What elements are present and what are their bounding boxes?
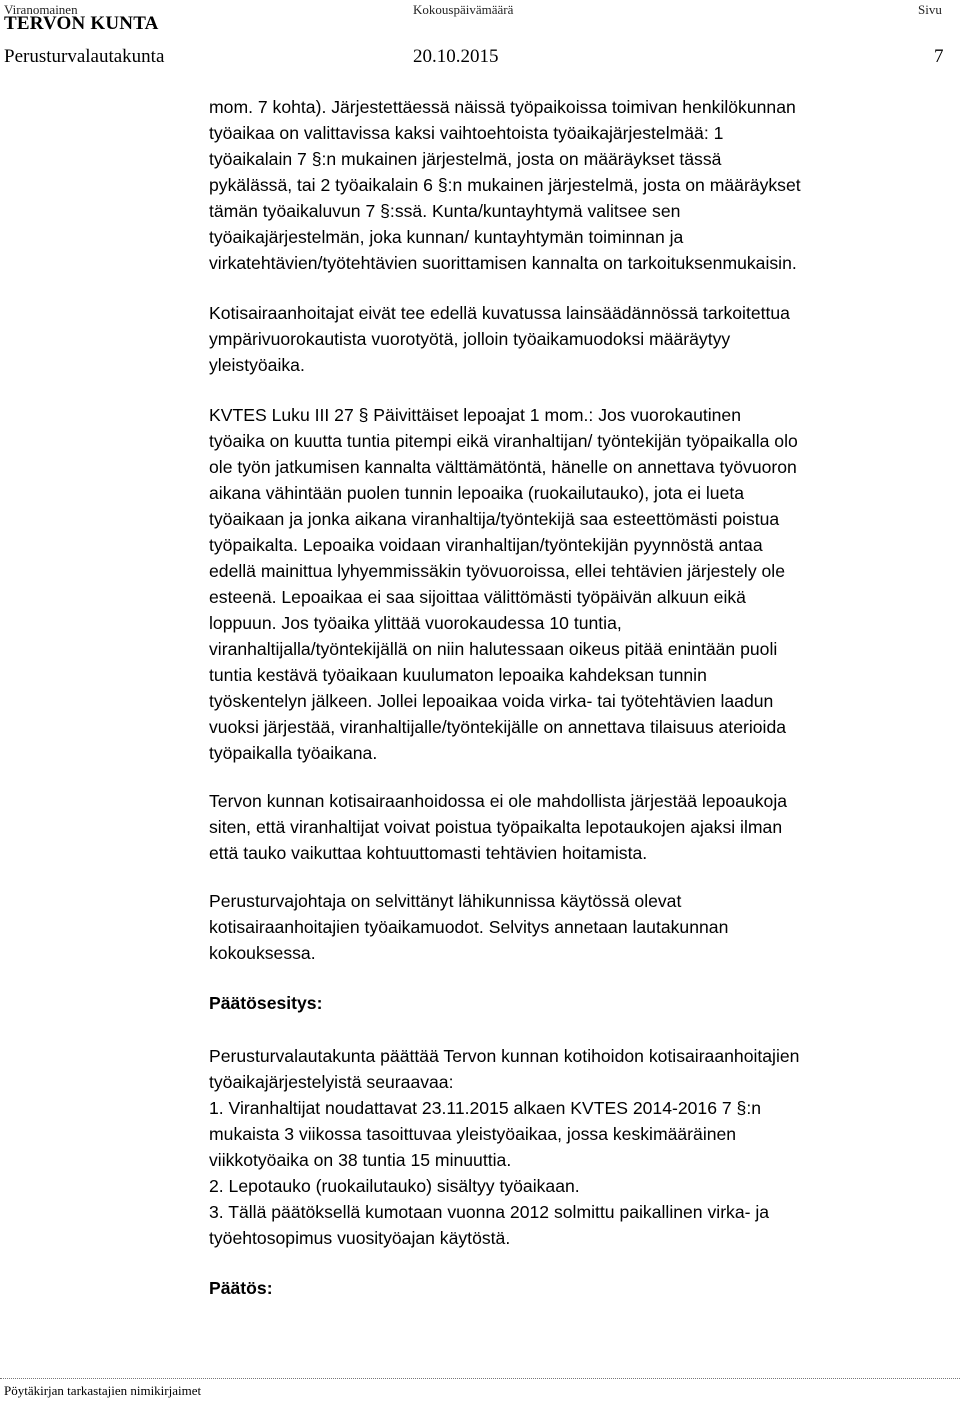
page-number: 7 — [934, 46, 944, 67]
footer-divider — [0, 1378, 960, 1379]
board-name: Perusturvalautakunta — [4, 46, 165, 67]
decision-heading: Päätös: — [209, 1278, 273, 1298]
paragraph-worktime-systems: mom. 7 kohta). Järjestettäessä näissä työpaikoissa toimivan henkilökunnan työaikaa on valittavissa kaksi vaihtoehtoista työaikajärjestelmää: 1 työaikalain 7 §:n mukainen järjestelmä, josta on määräykset tässä pykälässä, tai 2 työaikalain 6 §:n mukainen järjestelmä, josta on määräykset tämän työaikaluvun 7 §:ssä. Kunta/kuntayhtymä valitsee sen työaikajärjestelmän, joka kunnan/ kuntayhtymän toiminnan ja virkatehtävien/työtehtävien suorittamisen kannalta on tarkoituksenmukaisin. — [209, 97, 801, 273]
organization-name: TERVON KUNTA — [4, 13, 159, 34]
proposal-text: Perusturvalautakunta päättää Tervon kunnan kotihoidon kotisairaanhoitajien työaikajärjestelyistä seuraavaa: 1. Viranhaltijat noudattavat 23.11.2015 alkaen KVTES 2014-2016 7 §:n mukaista 3 viikossa tasoittuvaa yleistyöaikaa, jossa keskimääräinen viikkotyöaika on 38 tuntia 15 minuuttia. 2. Lepotauko (ruokailutauko) sisältyy työaikaan. 3. Tällä päätöksellä kumotaan vuonna 2012 solmittu paikallinen virka- ja työehtosopimus vuosityöajan käytöstä. — [209, 1046, 800, 1248]
proposal-heading: Päätösesitys: — [209, 993, 323, 1013]
paragraph-survey: Perusturvajohtaja on selvittänyt lähikunnissa käytössä olevat kotisairaanhoitajien työaikamuodot. Selvitys annetaan lautakunnan kokouksessa. — [209, 891, 729, 963]
paragraph-breaks-not-possible: Tervon kunnan kotisairaanhoidossa ei ole mahdollista järjestää lepoaukoja siten, että viranhaltijat voivat poistua työpaikalta lepotaukojen ajaksi ilman että tauko vaikuttaa kohtuuttomasti tehtävien hoitamista. — [209, 791, 788, 863]
paragraph-kvtes-rest-periods: KVTES Luku III 27 § Päivittäiset lepoajat 1 mom.: Jos vuorokautinen työaika on kuutta tuntia pitempi eikä viranhaltijan/ työntekijän työpaikalla olo ole työn jatkumisen kannalta välttämätöntä, hänelle on annettava työvuoron aikana vähintään puolen tunnin lepoaika (ruokailutauko), jota ei lueta työaikaan ja jonka aikana viranhaltija/työntekijä saa esteettömästi poistua työpaikalta. Lepoaika voidaan viranhaltijan/työntekijän pyynnöstä antaa edellä mainittua lyhyemmissäkin työvuoroissa, ellei tehtävien järjestely ole esteenä. Lepoaikaa ei saa sijoittaa välittömästi työpäivän alkuun eikä loppuun. Jos työaika ylittää vuorokaudessa 10 tuntia, viranhaltijalla/työntekijällä on niin halutessaan oikeus pitää enintään puoli tuntia kestävä työaikaan kuulumaton lepoaika kahdeksan tunnin työskentelyn jälkeen. Jollei lepoaikaa voida virka- tai työtehtävien laadun vuoksi järjestää, viranhaltijalle/työntekijälle on annettava tilaisuus aterioida työpaikalla työaikana. — [209, 405, 798, 763]
footer-initials-label: Pöytäkirjan tarkastajien nimikirjaimet — [4, 1383, 202, 1398]
paragraph-home-nurses: Kotisairaanhoitajat eivät tee edellä kuvatussa lainsäädännössä tarkoitettua ympärivuorokautista vuorotyötä, jolloin työaikamuodoksi määräytyy yleistyöaika. — [209, 303, 790, 375]
label-meeting-date: Kokouspäivämäärä — [413, 2, 514, 17]
label-page: Sivu — [918, 2, 942, 17]
label-official: Viranomainen — [4, 2, 78, 17]
meeting-date: 20.10.2015 — [413, 46, 499, 67]
